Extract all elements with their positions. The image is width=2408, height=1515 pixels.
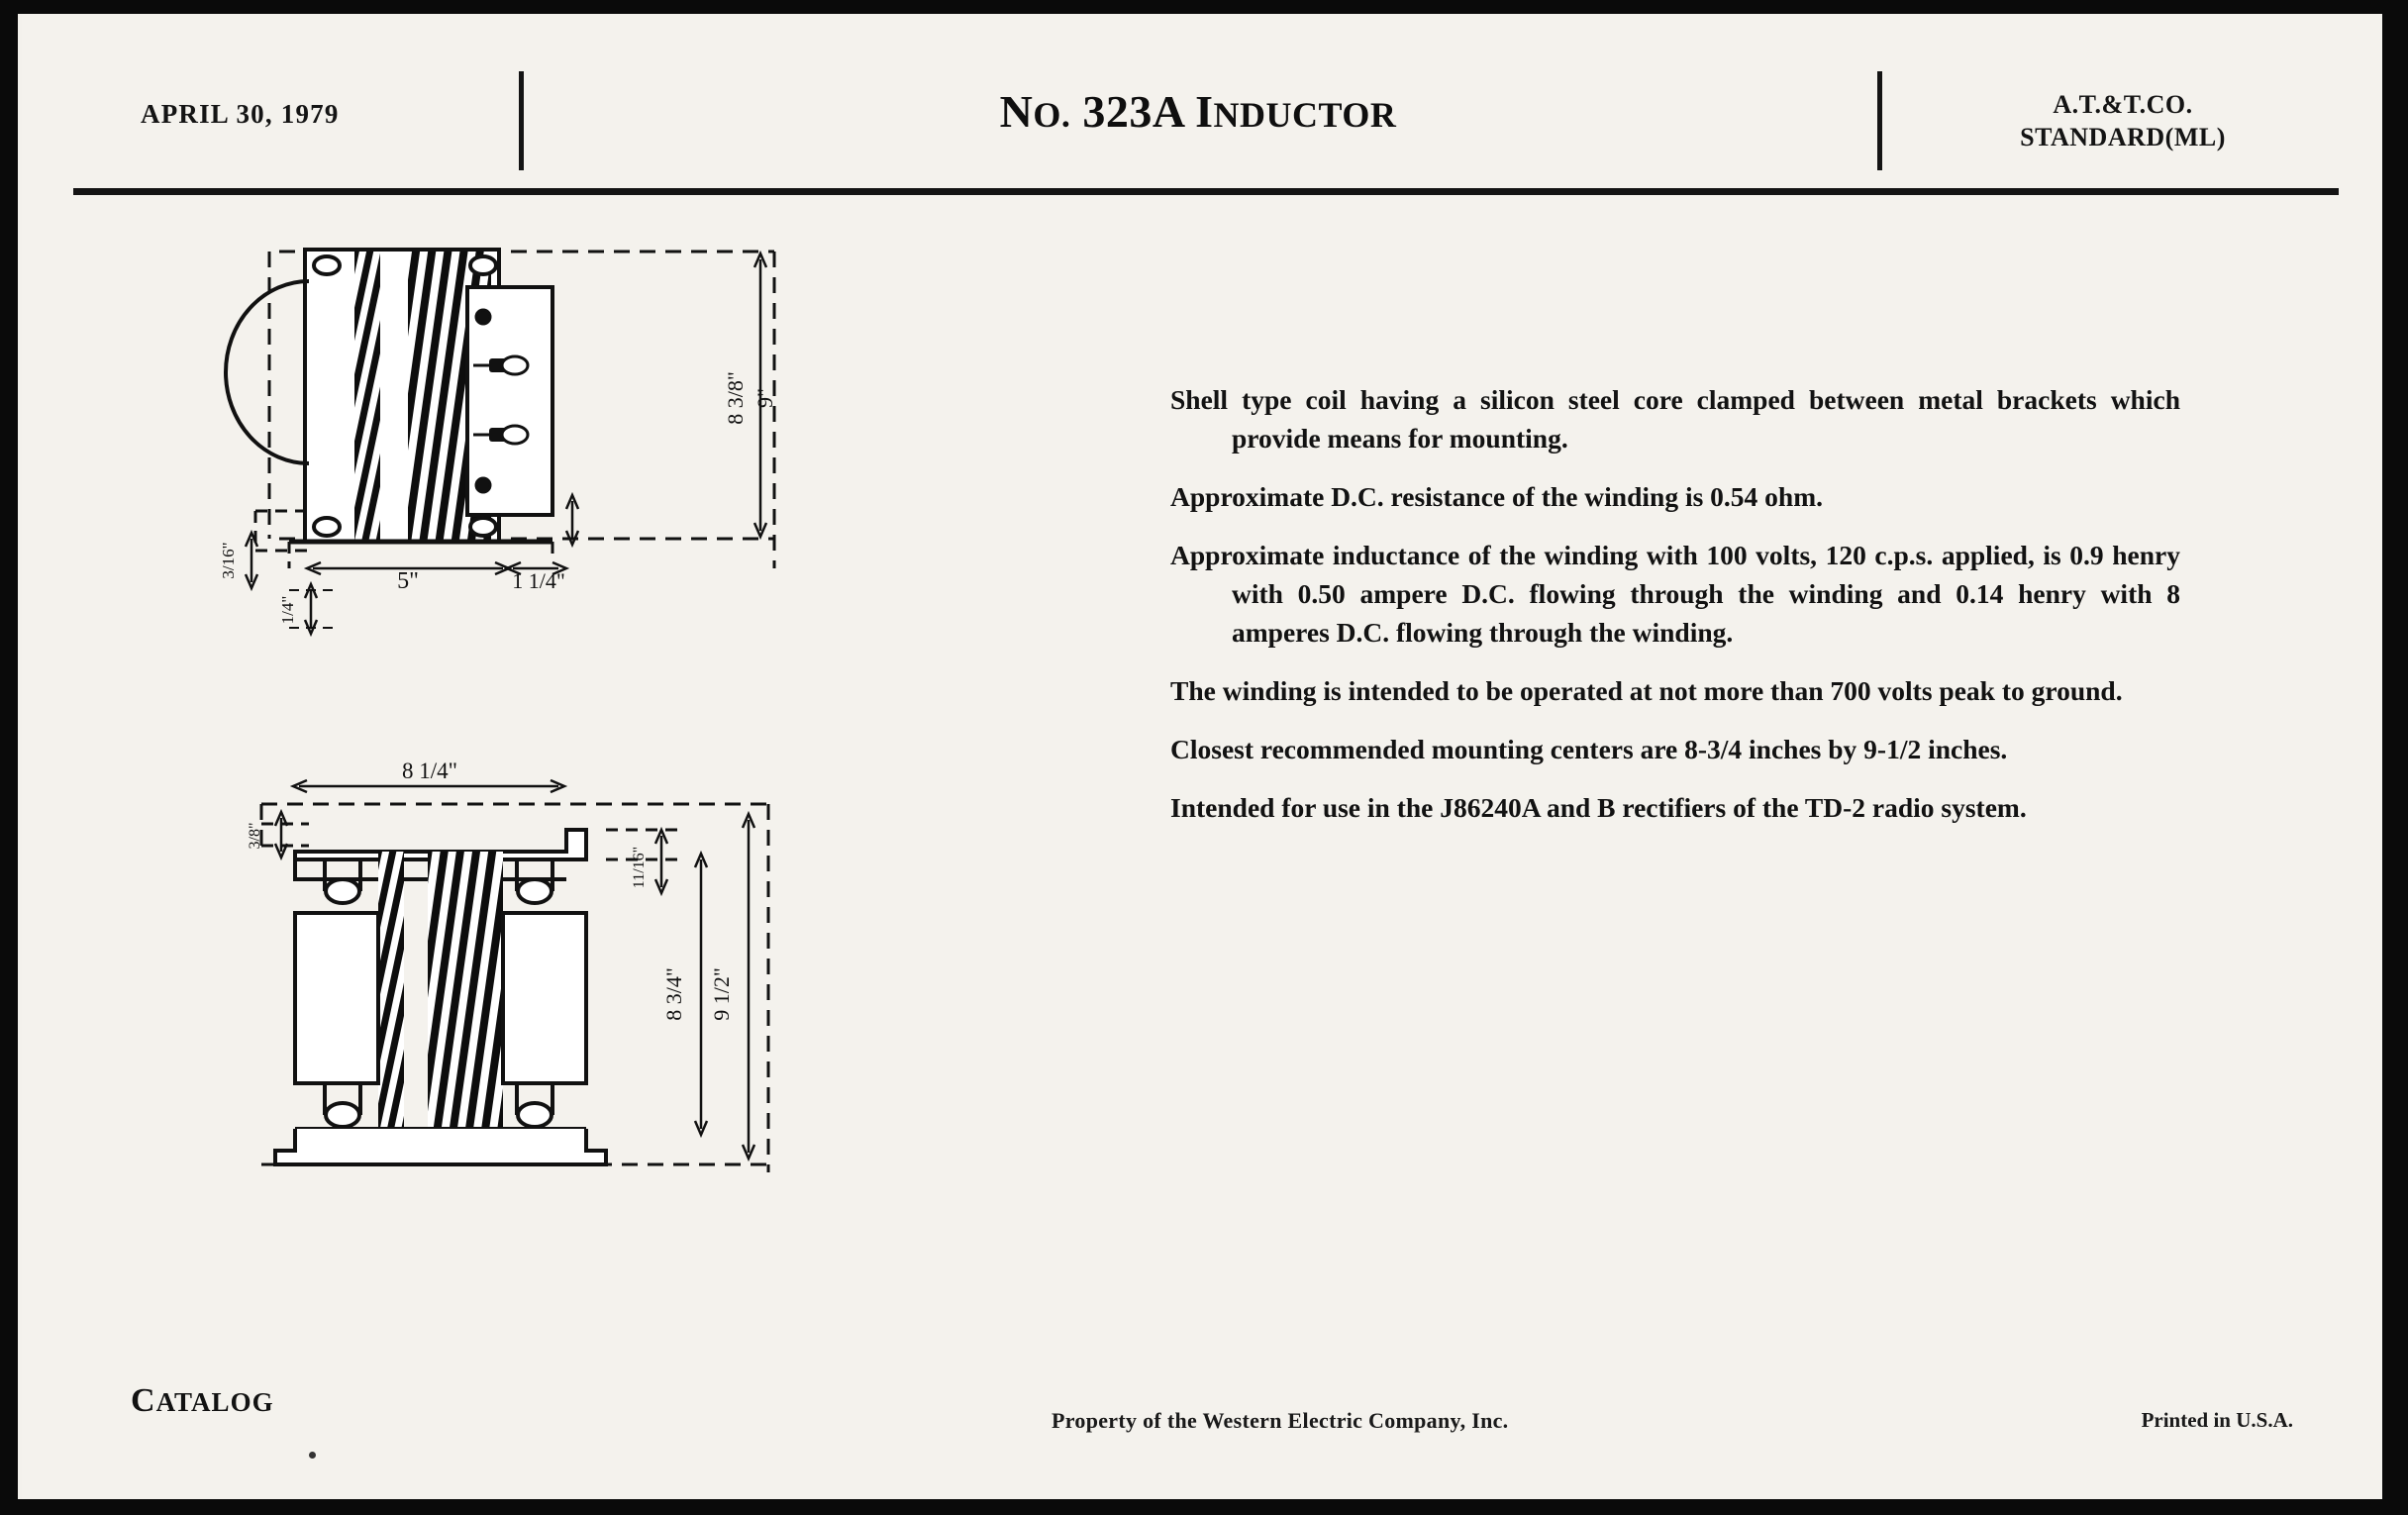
paragraph-text: Intended for use in the J86240A and B rectifiers of the TD-2 radio system. [1170, 792, 2027, 824]
svg-text:9": 9" [752, 388, 777, 408]
property-notice: Property of the Western Electric Company, Inc. [1052, 1408, 1509, 1433]
svg-text:3/8": 3/8" [247, 822, 263, 850]
owner-standard: STANDARD(ML) [2020, 122, 2226, 152]
printed-notice: Printed in U.S.A. [2141, 1408, 2293, 1432]
svg-text:1 1/4": 1 1/4" [512, 568, 565, 593]
header-rule [73, 188, 2339, 195]
paragraph [1170, 671, 2180, 710]
inductor-drawing [219, 242, 1052, 1351]
paragraph [1170, 536, 2180, 652]
paragraph [1170, 380, 2180, 457]
svg-text:9 1/2": 9 1/2" [709, 967, 734, 1021]
svg-text:3/16": 3/16" [219, 542, 238, 579]
svg-text:8 1/4": 8 1/4" [401, 758, 458, 783]
header-divider-right [1877, 71, 1882, 170]
paragraph [1170, 730, 2180, 768]
scan-border-top [0, 0, 2408, 14]
scan-border-bottom [0, 1499, 2408, 1515]
page-title: NO. 323A INDUCTOR [999, 86, 1397, 137]
page-header [73, 63, 2341, 172]
description-text [1170, 380, 2180, 847]
standard-owner [1905, 89, 2341, 153]
svg-text:1/4": 1/4" [278, 595, 297, 625]
svg-text:11/16": 11/16" [631, 846, 648, 889]
side-elevation-view [261, 780, 768, 1172]
catalog-label: CATALOG [131, 1382, 274, 1419]
issue-date: APRIL 30, 1979 [141, 99, 340, 129]
footer-mark [309, 1452, 316, 1459]
paragraph-text: Approximate D.C. resistance of the winding is 0.54 ohm. [1170, 481, 1823, 513]
page-sheet [22, 14, 2382, 1499]
paragraph [1170, 788, 2180, 827]
front-elevation-view [226, 250, 774, 634]
scan-border-left [0, 0, 18, 1515]
paragraph-text: Closest recommended mounting centers are 8-3/4 inches by 9-1/2 inches. [1170, 734, 2008, 765]
paragraph-text: Approximate inductance of the winding with 100 volts, 120 c.p.s. applied, is 0.9 henry with 0.50 ampere D.C. flowing through the winding and 0.14 henry with 8 amperes D.C. flowing through the winding. [1170, 540, 2180, 649]
paragraph-text: The winding is intended to be operated at not more than 700 volts peak to ground. [1170, 675, 2123, 707]
paragraph [1170, 477, 2180, 516]
svg-text:8 3/4": 8 3/4" [661, 967, 686, 1021]
drawing-svg [219, 242, 1052, 1351]
scan-border-right [2382, 0, 2408, 1515]
svg-text:8 3/8": 8 3/8" [723, 371, 748, 425]
paragraph-text: Shell type coil having a silicon steel core clamped between metal brackets which provide means for mounting. [1170, 384, 2180, 454]
svg-text:5": 5" [397, 568, 419, 594]
owner-company: A.T.&T.CO. [2053, 90, 2193, 119]
